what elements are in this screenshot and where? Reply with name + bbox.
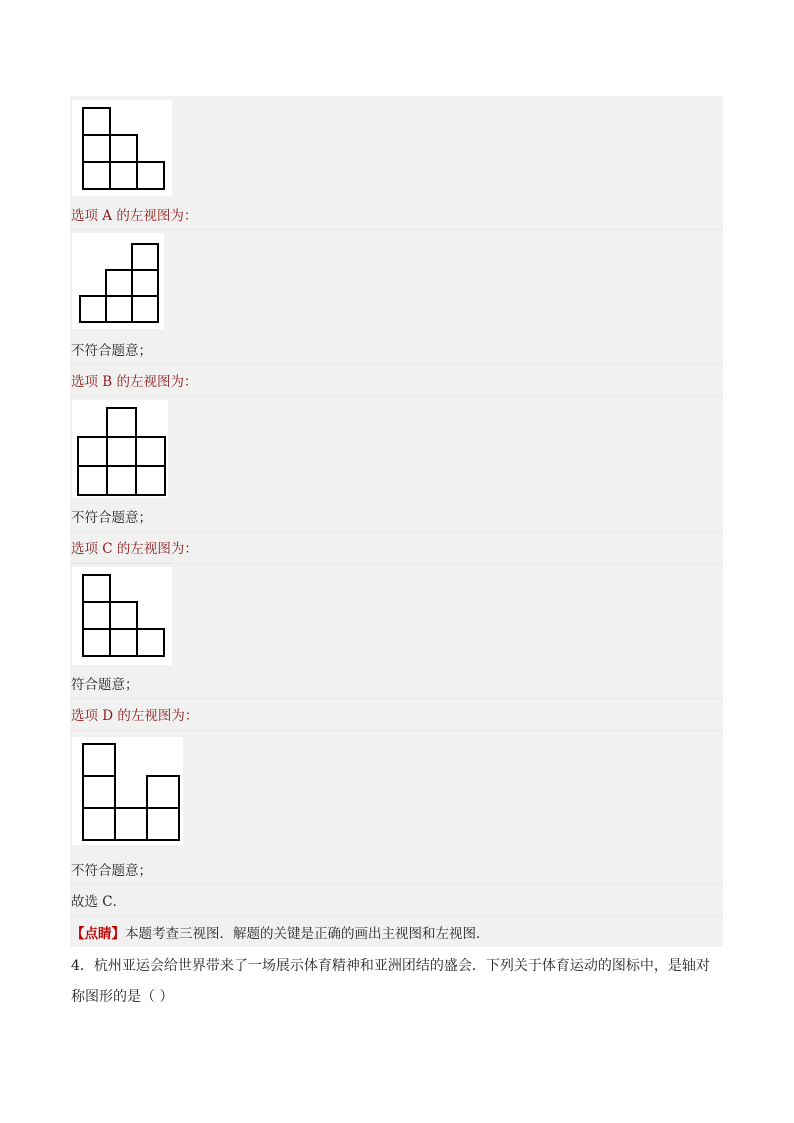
question-4-line-1: 4．杭州亚运会给世界带来了一场展示体育精神和亚洲团结的盛会．下列关于体育运动的图标中，是轴对: [71, 958, 710, 974]
question-4-line-2: 称图形的是（ ）: [71, 989, 174, 1005]
choice-line: 故选 C．: [71, 894, 127, 910]
separator: [70, 730, 723, 731]
not-match-line-2: 不符合题意；: [71, 510, 152, 526]
separator: [70, 915, 723, 916]
separator: [70, 229, 723, 230]
comment-line: [71, 925, 490, 943]
comment-tag: 【点睛】: [71, 926, 125, 942]
comment-text: 本题考查三视图．解题的关键是正确的画出主视图和左视图．: [125, 926, 490, 942]
figure-top-view: [72, 100, 172, 196]
separator: [70, 698, 723, 699]
option-b-line: 选项 B 的左视图为：: [71, 374, 198, 390]
option-a-line: 选项 A 的左视图为：: [71, 208, 198, 224]
option-d-line: 选项 D 的左视图为：: [71, 708, 199, 724]
separator: [70, 531, 723, 532]
figure-option-c: [72, 567, 172, 665]
not-match-line-3: 不符合题意；: [71, 863, 152, 879]
separator: [70, 364, 723, 365]
separator: [70, 563, 723, 564]
figure-option-b: [72, 400, 168, 498]
match-line: 符合题意；: [71, 677, 139, 693]
separator: [70, 884, 723, 885]
figure-option-a: [72, 233, 164, 329]
option-c-line: 选项 C 的左视图为：: [71, 541, 198, 557]
separator: [70, 396, 723, 397]
not-match-line-1: 不符合题意；: [71, 343, 152, 359]
figure-option-d: [72, 737, 183, 845]
